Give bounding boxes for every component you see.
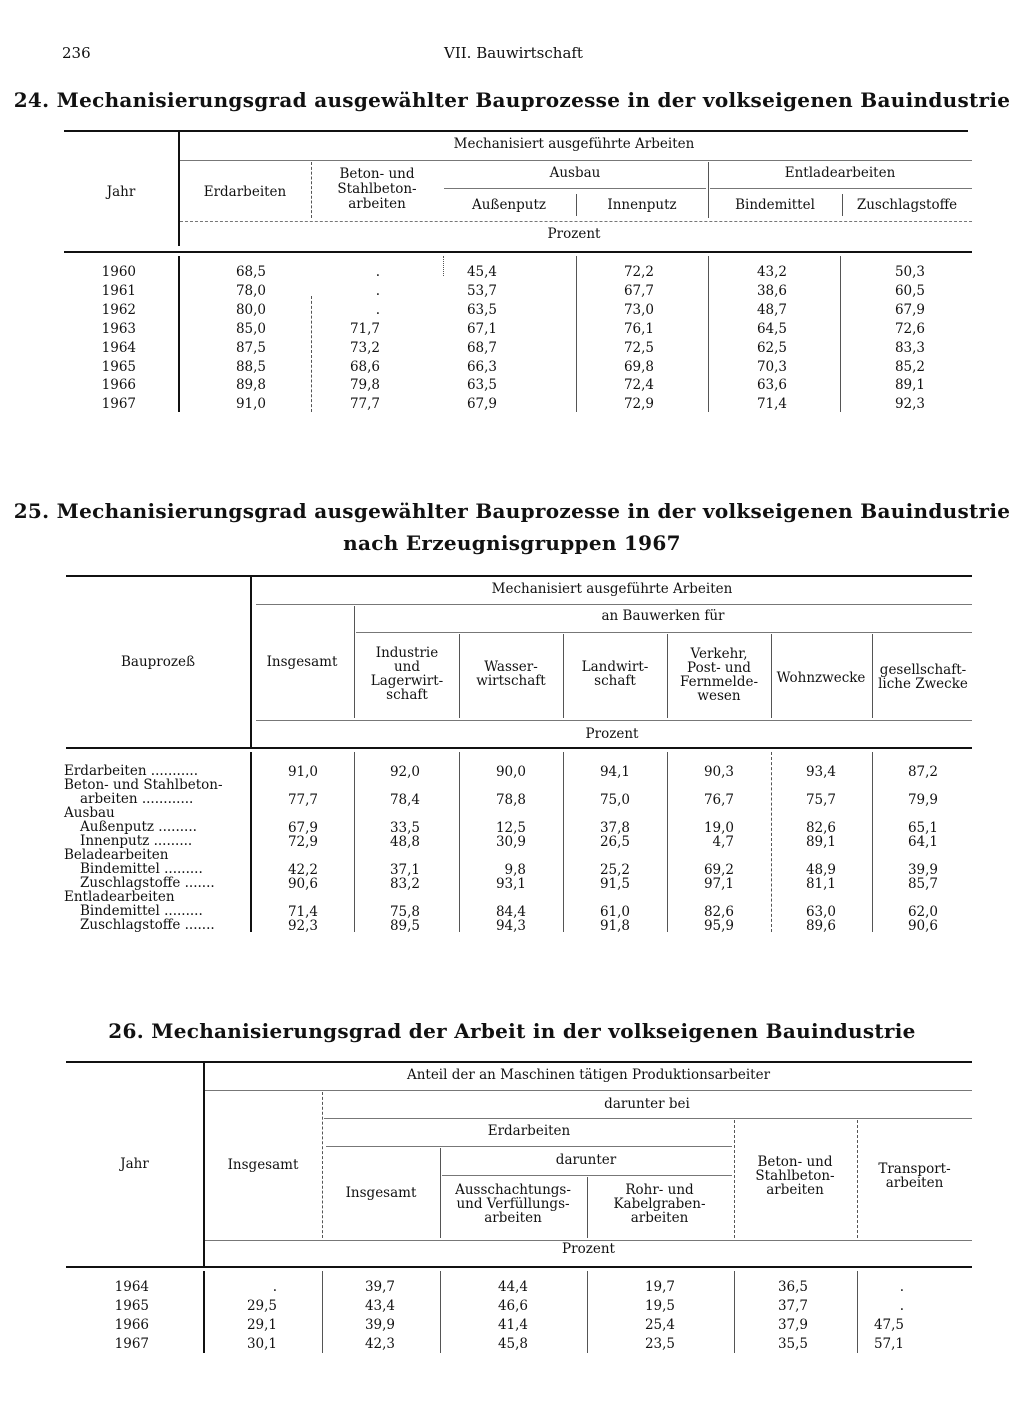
header-rohr-3: arbeiten <box>630 1210 689 1226</box>
header-beton-1: Beton- und <box>339 166 415 182</box>
row-label: Erdarbeiten ........... <box>64 763 199 779</box>
table-cell: 33,5 <box>389 820 420 836</box>
header-ausschacht-1: Ausschachtungs- <box>455 1182 571 1198</box>
table-cell: 91,5 <box>599 876 630 892</box>
header-rohr-2: Kabelgraben- <box>613 1196 706 1212</box>
table-cell: 48,8 <box>389 834 420 850</box>
row-label: Beton- und Stahlbeton- <box>64 777 223 793</box>
row-label: Ausbau <box>64 805 115 821</box>
table-cell: 90,0 <box>495 764 526 780</box>
header-industrie-3: Lagerwirt- <box>370 673 444 689</box>
table-cell: 85,7 <box>907 876 938 892</box>
rule <box>66 747 972 749</box>
header-beton-3: arbeiten <box>348 196 406 212</box>
table-cell: 89,5 <box>389 918 420 934</box>
header-beton-2: Stahlbeton- <box>755 1168 835 1184</box>
row-label: arbeiten ............ <box>80 791 194 807</box>
table-cell: 77,7 <box>287 792 318 808</box>
row-label: Außenputz ......... <box>80 819 197 835</box>
table-cell: 47,5 <box>873 1317 904 1333</box>
table-cell: 90,6 <box>287 876 318 892</box>
rule <box>180 160 972 161</box>
table-cell: 73,0 <box>623 302 654 318</box>
table-cell: 53,7 <box>466 283 497 299</box>
table-25-title-line2: nach Erzeugnisgruppen 1967 <box>343 531 681 555</box>
table-cell: 94,1 <box>599 764 630 780</box>
rule <box>64 130 968 132</box>
table-cell: 9,8 <box>504 862 526 878</box>
table-cell: 43,4 <box>364 1298 395 1314</box>
row-label: Bindemittel ......... <box>80 861 203 877</box>
table-cell: 90,6 <box>907 918 938 934</box>
table-cell: 63,0 <box>805 904 836 920</box>
table-cell: 80,0 <box>235 302 266 318</box>
header-verkehr-3: Fernmelde- <box>679 674 759 690</box>
page-number: 236 <box>62 44 91 62</box>
year-cell: 1967 <box>114 1336 149 1352</box>
header-rohr-1: Rohr- und <box>625 1182 694 1198</box>
header-insgesamt: Insgesamt <box>227 1157 299 1173</box>
table-cell: 61,0 <box>599 904 630 920</box>
table-cell: 89,6 <box>805 918 836 934</box>
table-cell: 29,1 <box>246 1317 277 1333</box>
table-25-title-line1: 25. Mechanisierungsgrad ausgewählter Bauprozesse in der volkseigenen Bauindustrie <box>13 499 1011 523</box>
table-cell: 36,5 <box>777 1279 808 1295</box>
table-cell: 23,5 <box>644 1336 675 1352</box>
header-wohnzwecke: Wohnzwecke <box>776 670 866 686</box>
header-unit: Prozent <box>562 1241 615 1257</box>
table-cell: 78,8 <box>495 792 526 808</box>
header-an-bauwerken: an Bauwerken für <box>601 608 725 624</box>
table-cell: 67,9 <box>287 820 318 836</box>
year-cell: 1963 <box>101 321 136 337</box>
header-unit: Prozent <box>547 226 601 242</box>
rule <box>326 1146 732 1147</box>
year-cell: 1965 <box>101 359 136 375</box>
header-transport-1: Transport- <box>878 1161 951 1177</box>
table-cell: 39,7 <box>364 1279 395 1295</box>
year-cell: 1964 <box>101 340 136 356</box>
table-cell: 41,4 <box>497 1317 528 1333</box>
table-cell: 42,3 <box>364 1336 395 1352</box>
rule <box>444 188 706 189</box>
header-erdarbeiten: Erdarbeiten <box>487 1123 571 1139</box>
table-cell: 72,6 <box>894 321 925 337</box>
table-cell: . <box>272 1279 277 1295</box>
header-verkehr-1: Verkehr, <box>690 646 748 662</box>
header-beton-1: Beton- und <box>757 1154 833 1170</box>
table-cell: 93,1 <box>495 876 526 892</box>
table-cell: 37,8 <box>599 820 630 836</box>
table-cell: 87,5 <box>235 340 266 356</box>
table-cell: 83,2 <box>389 876 420 892</box>
table-cell: 72,2 <box>623 264 654 280</box>
table-cell: 69,2 <box>703 862 734 878</box>
table-cell: 90,3 <box>703 764 734 780</box>
header-group: Mechanisiert ausgeführte Arbeiten <box>491 581 733 597</box>
header-group: Anteil der an Maschinen tätigen Produktionsarbeiter <box>406 1067 771 1083</box>
table-cell: 19,7 <box>644 1279 675 1295</box>
table-cell: 72,4 <box>623 377 654 393</box>
table-cell: 19,0 <box>703 820 734 836</box>
table-cell: 78,4 <box>389 792 420 808</box>
table-cell: 50,3 <box>894 264 925 280</box>
rule <box>66 575 972 577</box>
table-cell: . <box>375 302 380 318</box>
table-cell: 57,1 <box>873 1336 904 1352</box>
table-cell: 92,3 <box>287 918 318 934</box>
rule <box>256 720 972 721</box>
year-cell: 1967 <box>101 396 136 412</box>
rule <box>178 256 180 412</box>
header-erdarbeiten: Erdarbeiten <box>203 184 287 200</box>
header-gesell-1: gesellschaft- <box>879 662 967 678</box>
table-cell: 75,0 <box>599 792 630 808</box>
header-wasser-1: Wasser- <box>484 659 538 675</box>
header-wasser-2: wirtschaft <box>476 673 546 689</box>
table-cell: 89,1 <box>894 377 925 393</box>
table-cell: 71,4 <box>287 904 318 920</box>
table-cell: 26,5 <box>599 834 630 850</box>
table-cell: 45,4 <box>466 264 497 280</box>
table-cell: . <box>375 264 380 280</box>
table-cell: 67,1 <box>466 321 497 337</box>
table-cell: 92,0 <box>389 764 420 780</box>
table-cell: 72,9 <box>287 834 318 850</box>
chapter-heading: VII. Bauwirtschaft <box>444 44 583 62</box>
header-group: Mechanisiert ausgeführte Arbeiten <box>453 136 695 152</box>
table-cell: 39,9 <box>364 1317 395 1333</box>
table-cell: 68,5 <box>235 264 266 280</box>
header-industrie-4: schaft <box>386 687 428 703</box>
table-cell: 85,2 <box>894 359 925 375</box>
rule <box>442 1175 732 1176</box>
table-cell: 37,1 <box>389 862 420 878</box>
header-year: Jahr <box>106 184 136 200</box>
table-cell: 68,6 <box>349 359 380 375</box>
header-industrie-2: und <box>393 659 421 675</box>
rule <box>356 632 972 633</box>
table-cell: 71,4 <box>756 396 787 412</box>
table-cell: 73,2 <box>349 340 380 356</box>
rule <box>311 296 312 412</box>
header-bauprozess: Bauprozeß <box>120 654 195 670</box>
table-cell: 79,9 <box>907 792 938 808</box>
table-cell: 69,8 <box>623 359 654 375</box>
header-year: Jahr <box>120 1156 149 1172</box>
header-beton-2: Stahlbeton- <box>337 181 417 197</box>
header-ausbau: Ausbau <box>549 165 601 181</box>
row-label: Zuschlagstoffe ....... <box>80 875 215 891</box>
table-cell: 94,3 <box>495 918 526 934</box>
table-cell: 4,7 <box>712 834 734 850</box>
rule <box>710 188 972 189</box>
header-darunter-bei: darunter bei <box>604 1096 690 1112</box>
year-cell: 1961 <box>101 283 136 299</box>
year-cell: 1964 <box>114 1279 149 1295</box>
table-cell: 67,9 <box>466 396 497 412</box>
table-cell: 77,7 <box>349 396 380 412</box>
header-entladearbeiten: Entladearbeiten <box>784 165 896 181</box>
table-cell: 46,6 <box>497 1298 528 1314</box>
table-cell: 92,3 <box>894 396 925 412</box>
rule <box>64 251 972 253</box>
table-cell: 84,4 <box>495 904 526 920</box>
year-cell: 1962 <box>101 302 136 318</box>
table-cell: 85,0 <box>235 321 266 337</box>
table-cell: 97,1 <box>703 876 734 892</box>
header-land-1: Landwirt- <box>581 659 649 675</box>
table-cell: 12,5 <box>495 820 526 836</box>
table-cell: 64,1 <box>907 834 938 850</box>
table-cell: 19,5 <box>644 1298 675 1314</box>
table-cell: 91,0 <box>287 764 318 780</box>
table-cell: 70,3 <box>756 359 787 375</box>
table-cell: 76,1 <box>623 321 654 337</box>
table-cell: 72,9 <box>623 396 654 412</box>
table-cell: 60,5 <box>894 283 925 299</box>
table-cell: 78,0 <box>235 283 266 299</box>
year-cell: 1960 <box>101 264 136 280</box>
rule <box>587 1271 588 1353</box>
table-cell: 76,7 <box>703 792 734 808</box>
table-cell: 30,1 <box>246 1336 277 1352</box>
table-cell: 89,1 <box>805 834 836 850</box>
table-cell: 83,3 <box>894 340 925 356</box>
table-cell: 89,8 <box>235 377 266 393</box>
header-erd-insgesamt: Insgesamt <box>345 1185 417 1201</box>
table-cell: . <box>899 1298 904 1314</box>
table-cell: 82,6 <box>805 820 836 836</box>
table-cell: 38,6 <box>756 283 787 299</box>
table-cell: 44,4 <box>497 1279 528 1295</box>
row-label: Beladearbeiten <box>64 847 169 863</box>
header-insgesamt: Insgesamt <box>266 654 338 670</box>
table-cell: 91,0 <box>235 396 266 412</box>
header-ausschacht-2: und Verfüllungs- <box>456 1196 570 1212</box>
header-aussenputz: Außenputz <box>471 197 547 213</box>
table-cell: 37,9 <box>777 1317 808 1333</box>
table-cell: 68,7 <box>466 340 497 356</box>
rule <box>66 1266 972 1268</box>
table-cell: 29,5 <box>246 1298 277 1314</box>
row-label: Bindemittel ......... <box>80 903 203 919</box>
table-cell: 30,9 <box>495 834 526 850</box>
table-cell: 35,5 <box>777 1336 808 1352</box>
table-cell: 43,2 <box>756 264 787 280</box>
table-cell: 81,1 <box>805 876 836 892</box>
table-cell: . <box>375 283 380 299</box>
table-cell: 25,2 <box>599 862 630 878</box>
table-cell: 39,9 <box>907 862 938 878</box>
header-innenputz: Innenputz <box>607 197 677 213</box>
table-cell: 82,6 <box>703 904 734 920</box>
table-cell: 87,2 <box>907 764 938 780</box>
header-beton-3: arbeiten <box>766 1182 824 1198</box>
header-verkehr-4: wesen <box>697 688 741 704</box>
table-cell: 67,9 <box>894 302 925 318</box>
table-cell: 79,8 <box>349 377 380 393</box>
table-cell: 63,5 <box>466 377 497 393</box>
year-cell: 1966 <box>114 1317 149 1333</box>
table-cell: 72,5 <box>623 340 654 356</box>
header-verkehr-2: Post- und <box>687 660 751 676</box>
table-cell: 63,5 <box>466 302 497 318</box>
table-cell: 93,4 <box>805 764 836 780</box>
table-cell: 91,8 <box>599 918 630 934</box>
table-cell: 42,2 <box>287 862 318 878</box>
header-zuschlagstoffe: Zuschlagstoffe <box>856 197 958 213</box>
rule <box>256 604 972 605</box>
table-cell: 64,5 <box>756 321 787 337</box>
table-cell: 25,4 <box>644 1317 675 1333</box>
table-24-title: 24. Mechanisierungsgrad ausgewählter Bauprozesse in der volkseigenen Bauindustrie <box>13 88 1011 112</box>
table-cell: 95,9 <box>703 918 734 934</box>
rule <box>205 1090 972 1091</box>
header-darunter: darunter <box>555 1152 617 1168</box>
row-label: Zuschlagstoffe ....... <box>80 917 215 933</box>
year-cell: 1965 <box>114 1298 149 1314</box>
table-cell: 45,8 <box>497 1336 528 1352</box>
table-cell: 66,3 <box>466 359 497 375</box>
header-industrie-1: Industrie <box>375 645 439 661</box>
header-ausschacht-3: arbeiten <box>484 1210 542 1226</box>
table-26-title: 26. Mechanisierungsgrad der Arbeit in der volkseigenen Bauindustrie <box>108 1019 916 1043</box>
year-cell: 1966 <box>101 377 136 393</box>
table-cell: . <box>899 1279 904 1295</box>
table-cell: 88,5 <box>235 359 266 375</box>
table-cell: 37,7 <box>777 1298 808 1314</box>
table-cell: 65,1 <box>907 820 938 836</box>
header-unit: Prozent <box>585 726 639 742</box>
table-cell: 48,9 <box>805 862 836 878</box>
row-label: Innenputz ......... <box>80 833 193 849</box>
header-transport-2: arbeiten <box>885 1175 944 1191</box>
table-cell: 67,7 <box>623 283 654 299</box>
rule <box>324 1118 972 1119</box>
table-cell: 63,6 <box>756 377 787 393</box>
rule <box>180 221 972 222</box>
header-gesell-2: liche Zwecke <box>878 676 968 692</box>
table-cell: 62,5 <box>756 340 787 356</box>
table-cell: 48,7 <box>756 302 787 318</box>
header-land-2: schaft <box>594 673 636 689</box>
rule <box>840 256 841 412</box>
table-cell: 71,7 <box>349 321 380 337</box>
header-bindemittel: Bindemittel <box>735 197 815 213</box>
rule <box>66 1061 972 1063</box>
table-cell: 75,8 <box>389 904 420 920</box>
table-cell: 75,7 <box>805 792 836 808</box>
table-cell: 62,0 <box>907 904 938 920</box>
row-label: Entladearbeiten <box>64 889 175 905</box>
rule <box>322 1092 323 1238</box>
rule <box>440 1271 441 1353</box>
